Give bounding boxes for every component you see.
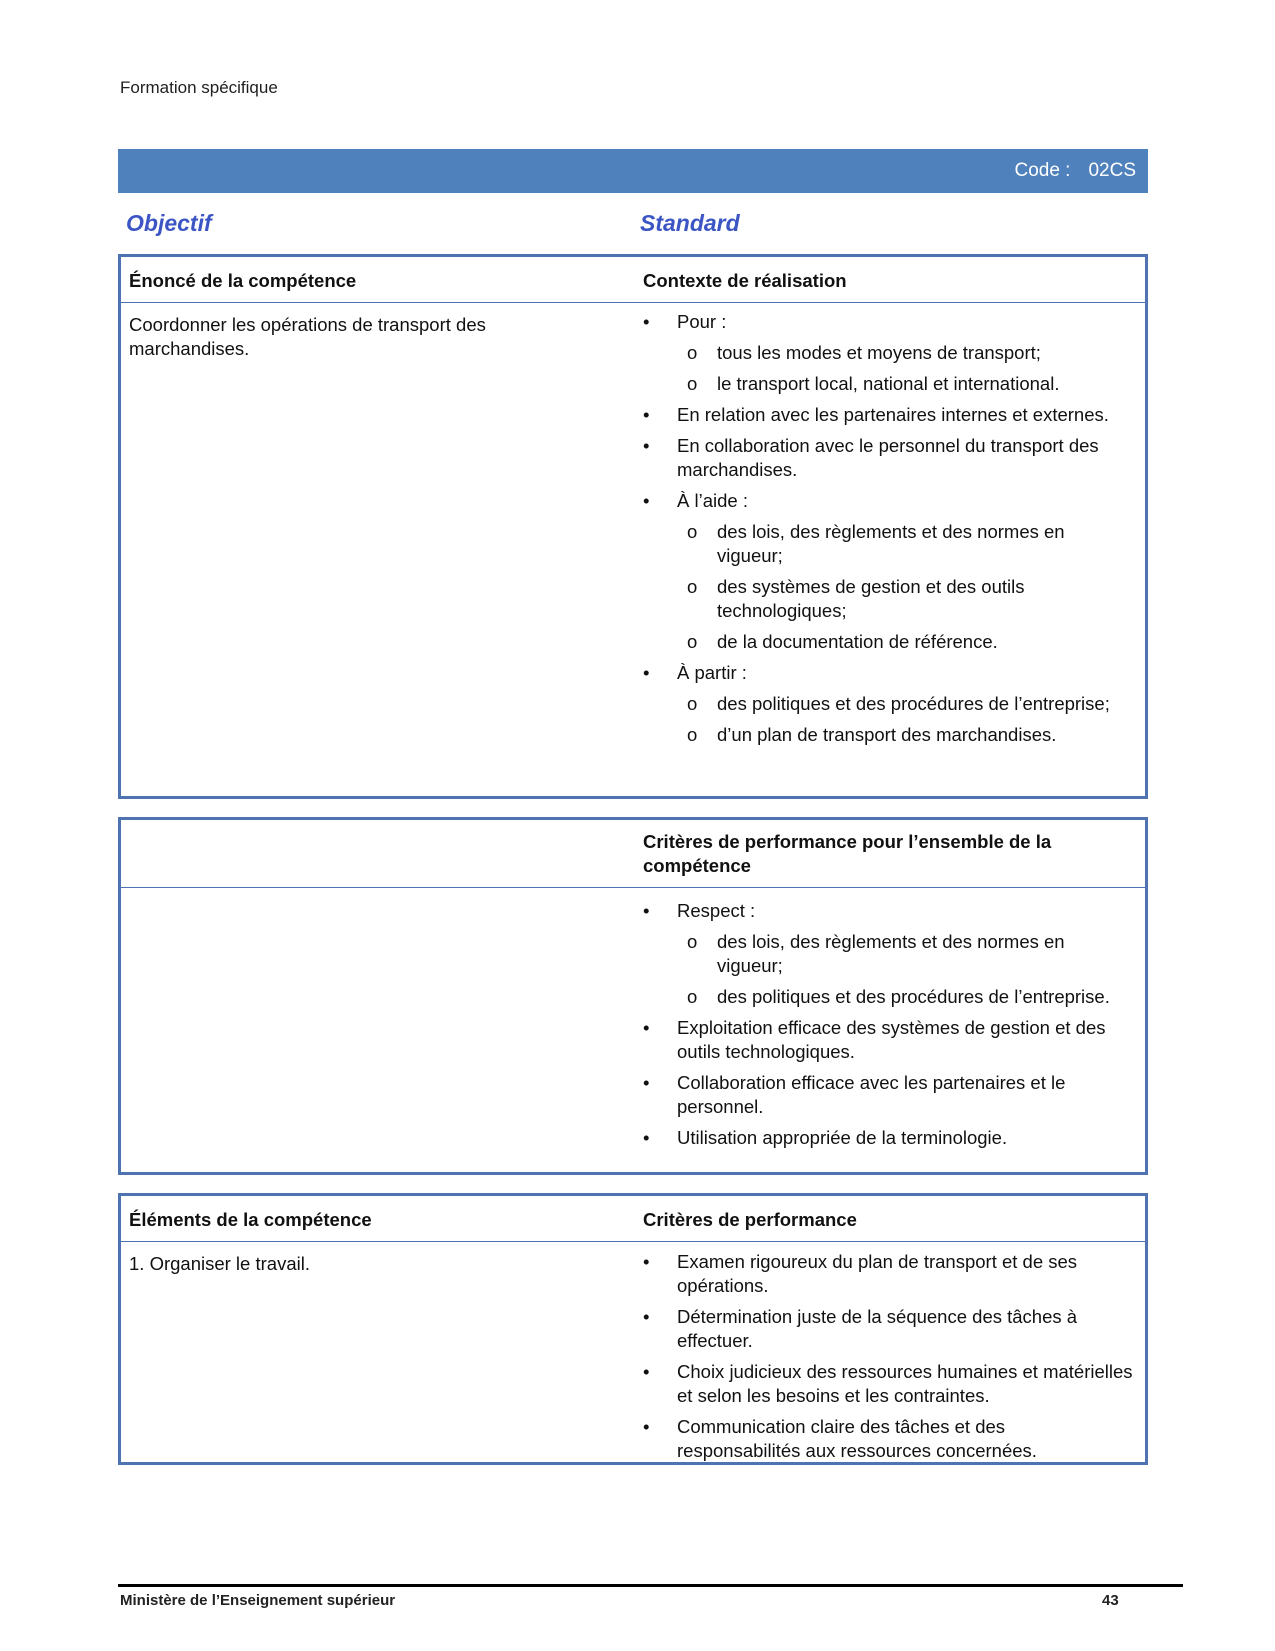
footer-ministry: Ministère de l’Enseignement supérieur xyxy=(120,1592,396,1609)
elements-heading: Éléments de la compétence xyxy=(129,1209,372,1230)
performance-bullet: • Examen rigoureux du plan de transport et de ses opérations. xyxy=(643,1250,1133,1298)
context-bullet: • À l’aide : xyxy=(643,489,1133,513)
criteria-sub-bullet: o des lois, des règlements et des normes en vigueur; xyxy=(687,931,1065,976)
context-sub-bullet: o des lois, des règlements et des normes en vigueur; xyxy=(687,521,1065,566)
competence-statement: Coordonner les opérations de transport des marchandises. xyxy=(129,314,486,359)
competence-context-box xyxy=(118,254,1148,799)
performance-bullet: • Communication claire des tâches et des responsabilités aux ressources concernées. xyxy=(643,1415,1133,1463)
running-header: Formation spécifique xyxy=(120,78,278,97)
context-bullet: • En relation avec les partenaires internes et externes. xyxy=(643,403,1133,427)
context-sub-bullet: o des systèmes de gestion et des outils technologiques; xyxy=(687,576,1025,621)
page-number: 43 xyxy=(1102,1592,1119,1609)
context-bullet: • Pour : xyxy=(643,310,1133,334)
overall-criteria-list xyxy=(643,899,1133,1150)
code-label: Code : xyxy=(1014,160,1071,181)
code-bar xyxy=(118,149,1148,193)
criteria-bullet: • Utilisation appropriée de la terminologie. xyxy=(643,1126,1133,1150)
performance-criteria-heading: Critères de performance xyxy=(643,1209,857,1230)
overall-criteria-heading: Critères de performance pour l’ensemble de la compétence xyxy=(643,831,1052,876)
performance-criteria-list xyxy=(643,1250,1133,1463)
context-sub-bullet: o d’un plan de transport des marchandises. xyxy=(687,724,1057,745)
context-bullet: • À partir : xyxy=(643,661,1133,685)
context-bullet: • En collaboration avec le personnel du transport des marchandises. xyxy=(643,434,1133,482)
competence-element: 1. Organiser le travail. xyxy=(129,1253,310,1274)
context-heading: Contexte de réalisation xyxy=(643,270,847,291)
criteria-sub-bullet: o des politiques et des procédures de l’entreprise. xyxy=(687,986,1110,1007)
code-value: 02CS xyxy=(1088,160,1136,181)
box2-header-row xyxy=(121,820,1145,888)
footer-rule xyxy=(118,1584,1183,1587)
overall-criteria-box xyxy=(118,817,1148,1175)
criteria-bullet: • Collaboration efficace avec les partenaires et le personnel. xyxy=(643,1071,1133,1119)
criteria-bullet: • Respect : xyxy=(643,899,1133,923)
box1-header-row xyxy=(121,257,1145,303)
context-sub-bullet: o le transport local, national et international. xyxy=(687,373,1060,394)
section-standard: Standard xyxy=(640,210,740,236)
box3-header-row xyxy=(121,1196,1145,1242)
context-sub-bullet: o tous les modes et moyens de transport; xyxy=(687,342,1041,363)
performance-bullet: • Détermination juste de la séquence des tâches à effectuer. xyxy=(643,1305,1133,1353)
context-sub-bullet: o des politiques et des procédures de l’entreprise; xyxy=(687,693,1110,714)
elements-criteria-box xyxy=(118,1193,1148,1465)
competence-statement-heading: Énoncé de la compétence xyxy=(129,270,357,291)
section-objectif: Objectif xyxy=(126,210,212,236)
context-list xyxy=(643,310,1133,747)
criteria-bullet: • Exploitation efficace des systèmes de gestion et des outils technologiques. xyxy=(643,1016,1133,1064)
context-sub-bullet: o de la documentation de référence. xyxy=(687,631,998,652)
performance-bullet: • Choix judicieux des ressources humaines et matérielles et selon les besoins et les contraintes. xyxy=(643,1360,1133,1408)
